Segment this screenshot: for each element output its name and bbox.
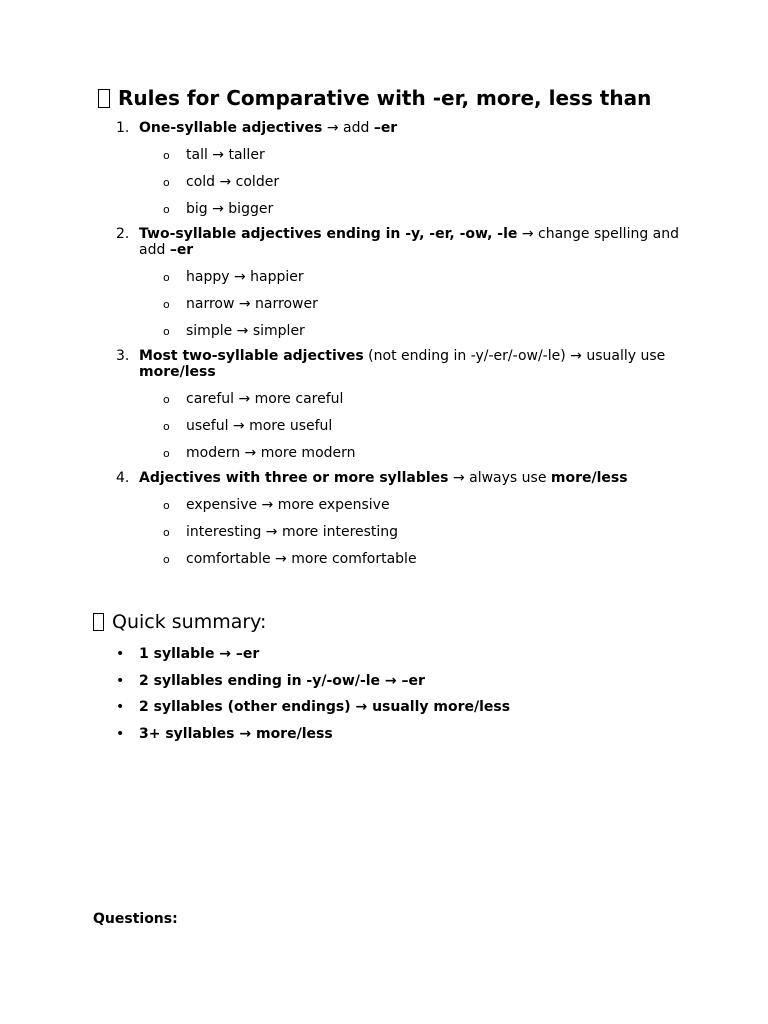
bullet-dot-icon: • xyxy=(116,699,125,715)
summary-item-text: 3+ syllables → more/less xyxy=(139,725,333,742)
example-item xyxy=(139,323,686,339)
example-text: narrow → narrower xyxy=(186,296,318,312)
summary-item xyxy=(112,646,510,662)
rule-number: 4. xyxy=(116,470,130,486)
rule-item xyxy=(116,120,686,217)
page-title-text: Rules for Comparative with -er, more, less than xyxy=(118,86,652,110)
example-list xyxy=(139,147,686,217)
example-item xyxy=(139,391,686,407)
rule-item xyxy=(116,470,686,567)
rule-heading-bold: Most two-syllable adjectives xyxy=(139,348,364,364)
rule-heading-text: → change spelling and add xyxy=(139,226,680,258)
summary-list xyxy=(112,646,510,752)
circle-bullet-icon: o xyxy=(163,393,170,406)
rule-heading xyxy=(139,348,686,380)
rules-list xyxy=(116,120,686,576)
example-text: cold → colder xyxy=(186,174,280,190)
summary-item-text: 2 syllables (other endings) → usually more/less xyxy=(139,699,511,715)
example-text: happy → happier xyxy=(186,269,304,285)
example-item xyxy=(139,418,686,434)
rule-item xyxy=(116,226,686,339)
rule-heading-text: → always use xyxy=(448,470,551,486)
example-text: careful → more careful xyxy=(186,391,344,407)
example-item xyxy=(139,551,686,567)
example-item xyxy=(139,296,686,312)
bullet-dot-icon: • xyxy=(116,725,125,742)
circle-bullet-icon: o xyxy=(163,420,170,433)
summary-item-text: 2 syllables ending in -y/-ow/-le → –er xyxy=(139,672,425,689)
rule-number: 3. xyxy=(116,348,130,364)
circle-bullet-icon: o xyxy=(163,325,170,338)
summary-item xyxy=(112,699,510,715)
rule-heading-text: → add xyxy=(322,120,374,136)
summary-item-text: 1 syllable → –er xyxy=(139,646,260,662)
circle-bullet-icon: o xyxy=(163,298,170,311)
rule-heading-bold-suffix: –er xyxy=(373,120,398,136)
circle-bullet-icon: o xyxy=(163,499,170,512)
summary-item xyxy=(112,673,510,689)
example-item xyxy=(139,524,686,540)
rule-heading-bold-suffix: more/less xyxy=(139,364,216,380)
example-list xyxy=(139,269,686,339)
summary-heading xyxy=(93,611,266,633)
example-list xyxy=(139,391,686,461)
example-text: tall → taller xyxy=(186,147,265,163)
circle-bullet-icon: o xyxy=(163,203,170,216)
rule-heading-bold-suffix: more/less xyxy=(550,470,628,486)
example-text: big → bigger xyxy=(186,201,274,217)
rule-heading-bold: One-syllable adjectives xyxy=(139,120,323,136)
rule-heading-bold-suffix: –er xyxy=(169,242,194,258)
rule-heading xyxy=(139,226,686,258)
circle-bullet-icon: o xyxy=(163,526,170,539)
example-item xyxy=(139,445,686,461)
example-item xyxy=(139,497,686,513)
missing-glyph-icon xyxy=(93,613,104,631)
circle-bullet-icon: o xyxy=(163,271,170,284)
bullet-dot-icon: • xyxy=(116,672,125,689)
example-text: useful → more useful xyxy=(186,418,333,434)
circle-bullet-icon: o xyxy=(163,553,170,566)
example-text: modern → more modern xyxy=(186,445,356,461)
rule-heading xyxy=(139,470,686,486)
circle-bullet-icon: o xyxy=(163,149,170,162)
circle-bullet-icon: o xyxy=(163,176,170,189)
questions-label: Questions: xyxy=(93,911,178,927)
example-text: expensive → more expensive xyxy=(186,497,390,513)
rule-item xyxy=(116,348,686,461)
page-title xyxy=(98,86,651,110)
rule-heading-bold: Adjectives with three or more syllables xyxy=(139,470,449,486)
example-item xyxy=(139,174,686,190)
summary-item xyxy=(112,726,510,742)
example-item xyxy=(139,147,686,163)
missing-glyph-icon xyxy=(98,89,110,108)
circle-bullet-icon: o xyxy=(163,447,170,460)
summary-heading-text: Quick summary: xyxy=(112,611,267,633)
example-list xyxy=(139,497,686,567)
rule-number: 2. xyxy=(116,226,130,242)
rule-number: 1. xyxy=(116,120,130,136)
example-text: interesting → more interesting xyxy=(186,524,399,540)
example-item xyxy=(139,269,686,285)
example-text: simple → simpler xyxy=(186,323,305,339)
rule-heading xyxy=(139,120,686,136)
rule-heading-bold: Two-syllable adjectives ending in -y, -er, -ow, -le xyxy=(139,226,518,242)
example-text: comfortable → more comfortable xyxy=(186,551,417,567)
bullet-dot-icon: • xyxy=(116,646,125,662)
rule-heading-text: (not ending in -y/-er/-ow/-le) → usually use xyxy=(363,348,666,364)
example-item xyxy=(139,201,686,217)
